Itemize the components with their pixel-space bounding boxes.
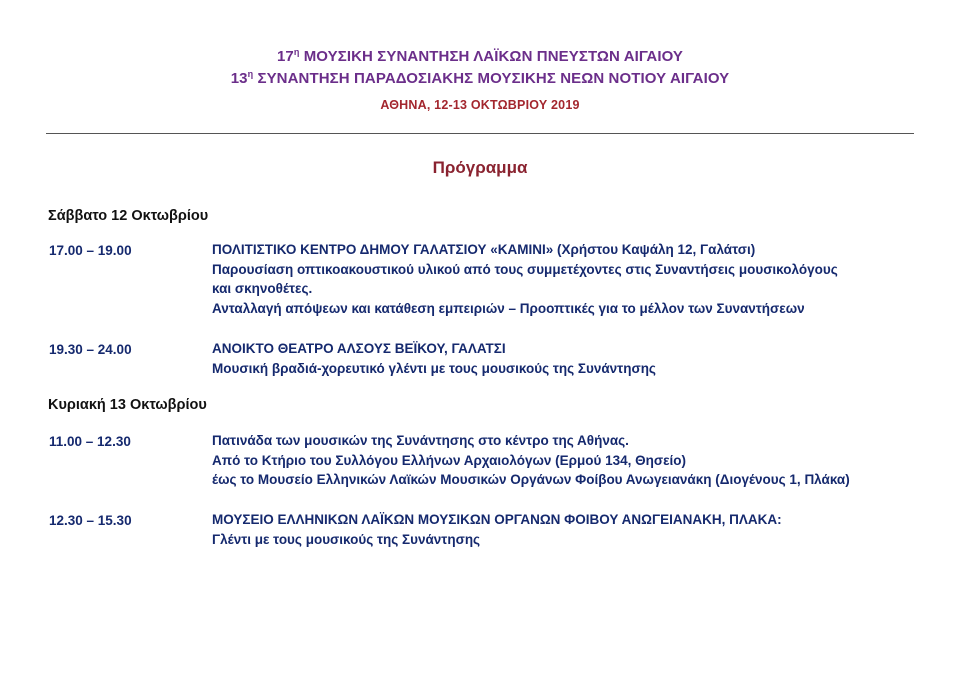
event-line: Παρουσίαση οπτικοακουστικού υλικού από τους συμμετέχοντες στις Συναντήσεις μουσικολόγους [212, 261, 838, 277]
event-line: Ανταλλαγή απόψεων και κατάθεση εμπειριών – Προοπτικές για το μέλλον των Συναντήσεων [212, 300, 805, 316]
event-line: ΜΟΥΣΕΙΟ ΕΛΛΗΝΙΚΩΝ ΛΑΪΚΩΝ ΜΟΥΣΙΚΩΝ ΟΡΓΑΝΩΝ ΦΟΙΒΟΥ ΑΝΩΓΕΙΑΝΑΚΗ, ΠΛΑΚΑ: [212, 512, 782, 527]
event-time: 12.30 – 15.30 [49, 513, 132, 528]
program-title: Πρόγραμμα [432, 158, 528, 177]
event-line: ΑΝΟΙΚΤΟ ΘΕΑΤΡΟ ΑΛΣΟΥΣ ΒΕΪΚΟΥ, ΓΑΛΑΤΣΙ [212, 341, 506, 356]
event-header [0, 46, 960, 112]
edition-number: 13 [230, 70, 248, 87]
event-time: 19.30 – 24.00 [49, 342, 132, 357]
event-line: ΠΟΛΙΤΙΣΤΙΚΟ ΚΕΝΤΡΟ ΔΗΜΟΥ ΓΑΛΑΤΣΙΟΥ «ΚΑΜΙΝΙ» (Χρήστου Καψάλη 12, Γαλάτσι) [212, 242, 756, 257]
event-line: Γλέντι με τους μουσικούς της Συνάντησης [212, 531, 481, 547]
event-date: ΑΘΗΝΑ, 12-13 ΟΚΤΩΒΡΙΟΥ 2019 [380, 98, 580, 112]
event-line: Μουσική βραδιά-χορευτικό γλέντι με τους μουσικούς της Συνάντησης [212, 360, 656, 376]
header-title-1: ΜΟΥΣΙΚΗ ΣΥΝΑΝΤΗΣΗ ΛΑΪΚΩΝ ΠΝΕΥΣΤΩΝ ΑΙΓΑΙΟΥ [299, 48, 684, 65]
day-heading-sunday: Κυριακή 13 Οκτωβρίου [48, 397, 207, 413]
event-time: 11.00 – 12.30 [49, 434, 131, 449]
header-line-1 [0, 46, 960, 68]
event-line: έως το Μουσείο Ελληνικών Λαϊκών Μουσικών Οργάνων Φοίβου Ανωγειανάκη (Διογένους 1, Πλάκα) [212, 472, 850, 487]
event-line: Πατινάδα των μουσικών της Συνάντησης στο κέντρο της Αθήνας. [212, 433, 629, 448]
day-heading-saturday: Σάββατο 12 Οκτωβρίου [48, 208, 209, 224]
event-description [212, 339, 902, 378]
ordinal-suffix: η [247, 69, 254, 79]
event-description [212, 510, 902, 549]
event-description [212, 431, 902, 490]
header-line-2 [0, 68, 960, 90]
ordinal-suffix: η [293, 47, 300, 57]
event-line: και σκηνοθέτες. [212, 281, 313, 296]
header-title-2: ΣΥΝΑΝΤΗΣΗ ΠΑΡΑΔΟΣΙΑΚΗΣ ΜΟΥΣΙΚΗΣ ΝΕΩΝ ΝΟΤΙΟΥ ΑΙΓΑΙΟΥ [253, 70, 730, 87]
event-time: 17.00 – 19.00 [49, 243, 132, 258]
edition-number: 17 [276, 48, 294, 65]
event-line: Από το Κτήριο του Συλλόγου Ελλήνων Αρχαιολόγων (Ερμού 134, Θησείο) [212, 452, 687, 468]
header-divider [46, 133, 914, 134]
event-description [212, 240, 902, 318]
